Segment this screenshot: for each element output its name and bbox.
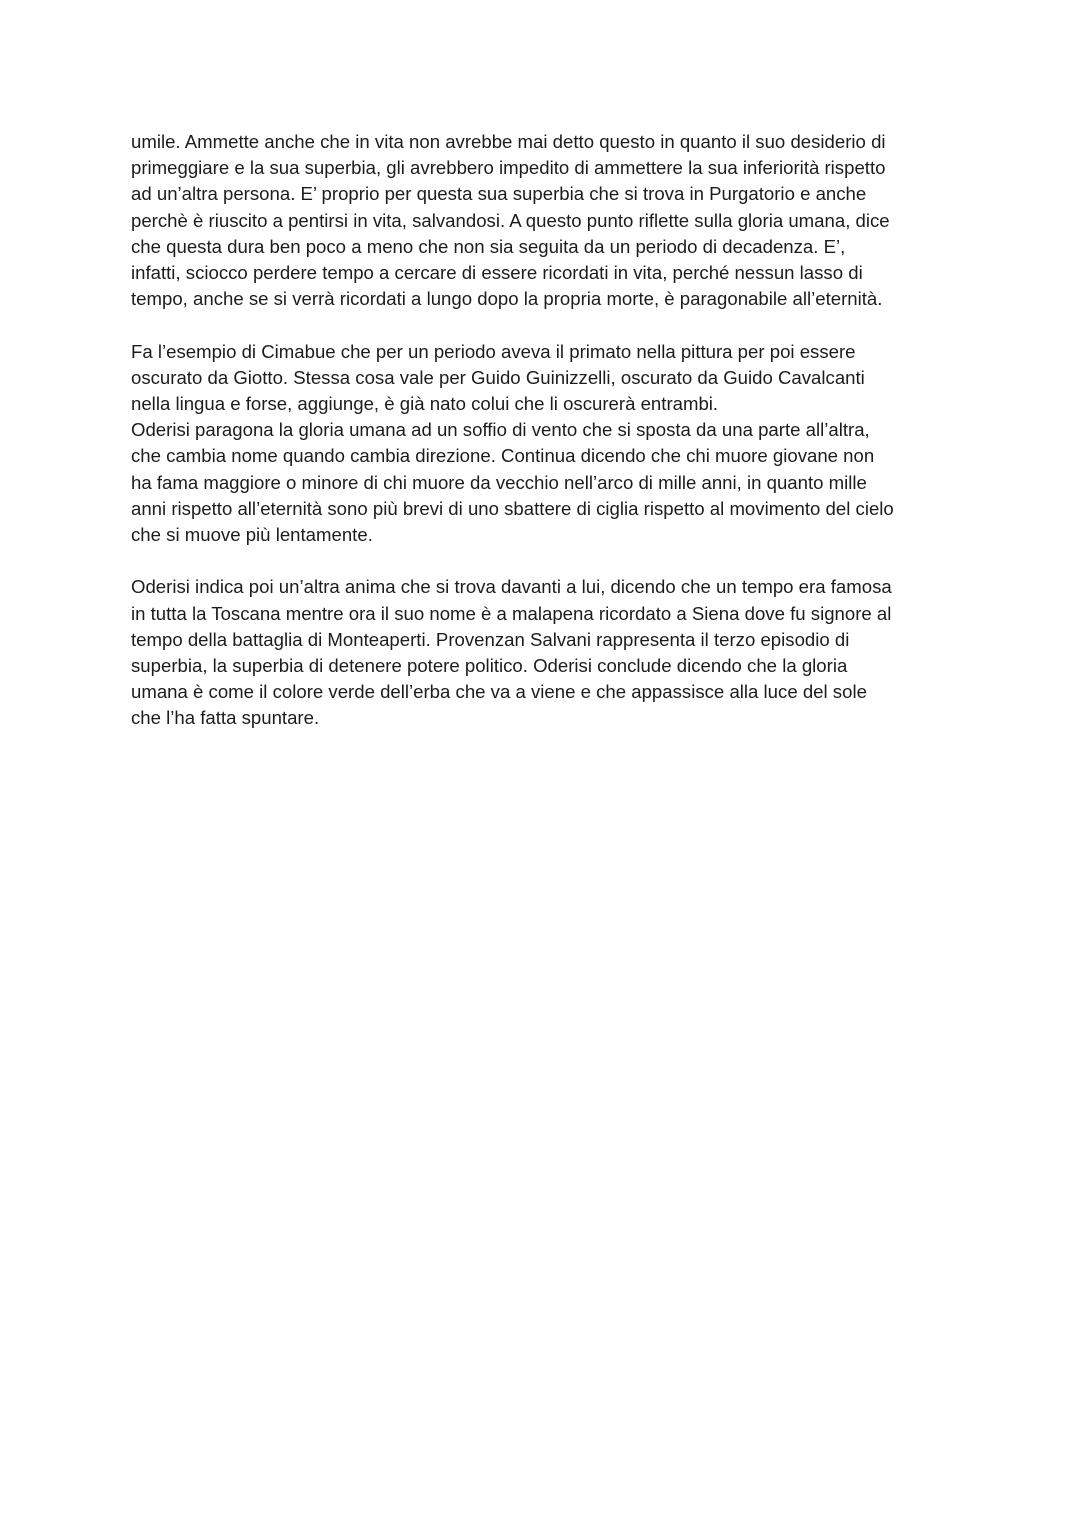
text-line: tempo, anche se si verrà ricordati a lungo dopo la propria morte, è paragonabile all’eternità. (131, 288, 883, 310)
text-line: primeggiare e la sua superbia, gli avrebbero impedito di ammettere la sua inferiorità rispetto (131, 157, 886, 179)
paragraph (131, 339, 961, 549)
text-line: che si muove più lentamente. (131, 524, 373, 546)
text-line: ad un’altra persona. E’ proprio per questa sua superbia che si trova in Purgatorio e anche (131, 183, 867, 205)
text-line: umana è come il colore verde dell’erba che va a viene e che appassisce alla luce del sole (131, 681, 867, 703)
text-line: perchè è riuscito a pentirsi in vita, salvandosi. A questo punto riflette sulla gloria umana, dice (131, 209, 890, 231)
text-line: in tutta la Toscana mentre ora il suo nome è a malapena ricordato a Siena dove fu signore al (131, 602, 892, 624)
text-line: superbia, la superbia di detenere potere politico. Oderisi conclude dicendo che la gloria (131, 655, 848, 677)
text-line: infatti, sciocco perdere tempo a cercare di essere ricordati in vita, perché nessun lasso di (131, 262, 863, 284)
text-line: che l’ha fatta spuntare. (131, 707, 320, 729)
text-line: oscurato da Giotto. Stessa cosa vale per Guido Guinizzelli, oscurato da Guido Cavalcanti (131, 366, 865, 388)
text-line: nella lingua e forse, aggiunge, è già nato colui che li oscurerà entrambi. (131, 393, 719, 415)
paragraph (131, 129, 961, 312)
text-line: umile. Ammette anche che in vita non avrebbe mai detto questo in quanto il suo desiderio di (131, 131, 886, 152)
text-line: anni rispetto all’eternità sono più brevi di uno sbattere di ciglia rispetto al movimento del cielo (131, 497, 894, 519)
paragraph-spacer (131, 548, 961, 574)
text-line: che cambia nome quando cambia direzione. Continua dicendo che chi muore giovane non (131, 445, 875, 467)
text-line: Oderisi paragona la gloria umana ad un soffio di vento che si sposta da una parte all’altra, (131, 419, 870, 441)
paragraph-spacer (131, 312, 961, 338)
document-body (131, 129, 961, 732)
text-line: Fa l’esempio di Cimabue che per un periodo aveva il primato nella pittura per poi essere (131, 340, 856, 362)
text-line: Oderisi indica poi un’altra anima che si trova davanti a lui, dicendo che un tempo era famosa (131, 576, 892, 598)
paragraph (131, 574, 961, 731)
text-line: che questa dura ben poco a meno che non sia seguita da un periodo di decadenza. E’, (131, 235, 846, 257)
text-line: ha fama maggiore o minore di chi muore da vecchio nell’arco di mille anni, in quanto mille (131, 471, 867, 493)
text-line: tempo della battaglia di Monteaperti. Provenzan Salvani rappresenta il terzo episodio di (131, 628, 850, 650)
